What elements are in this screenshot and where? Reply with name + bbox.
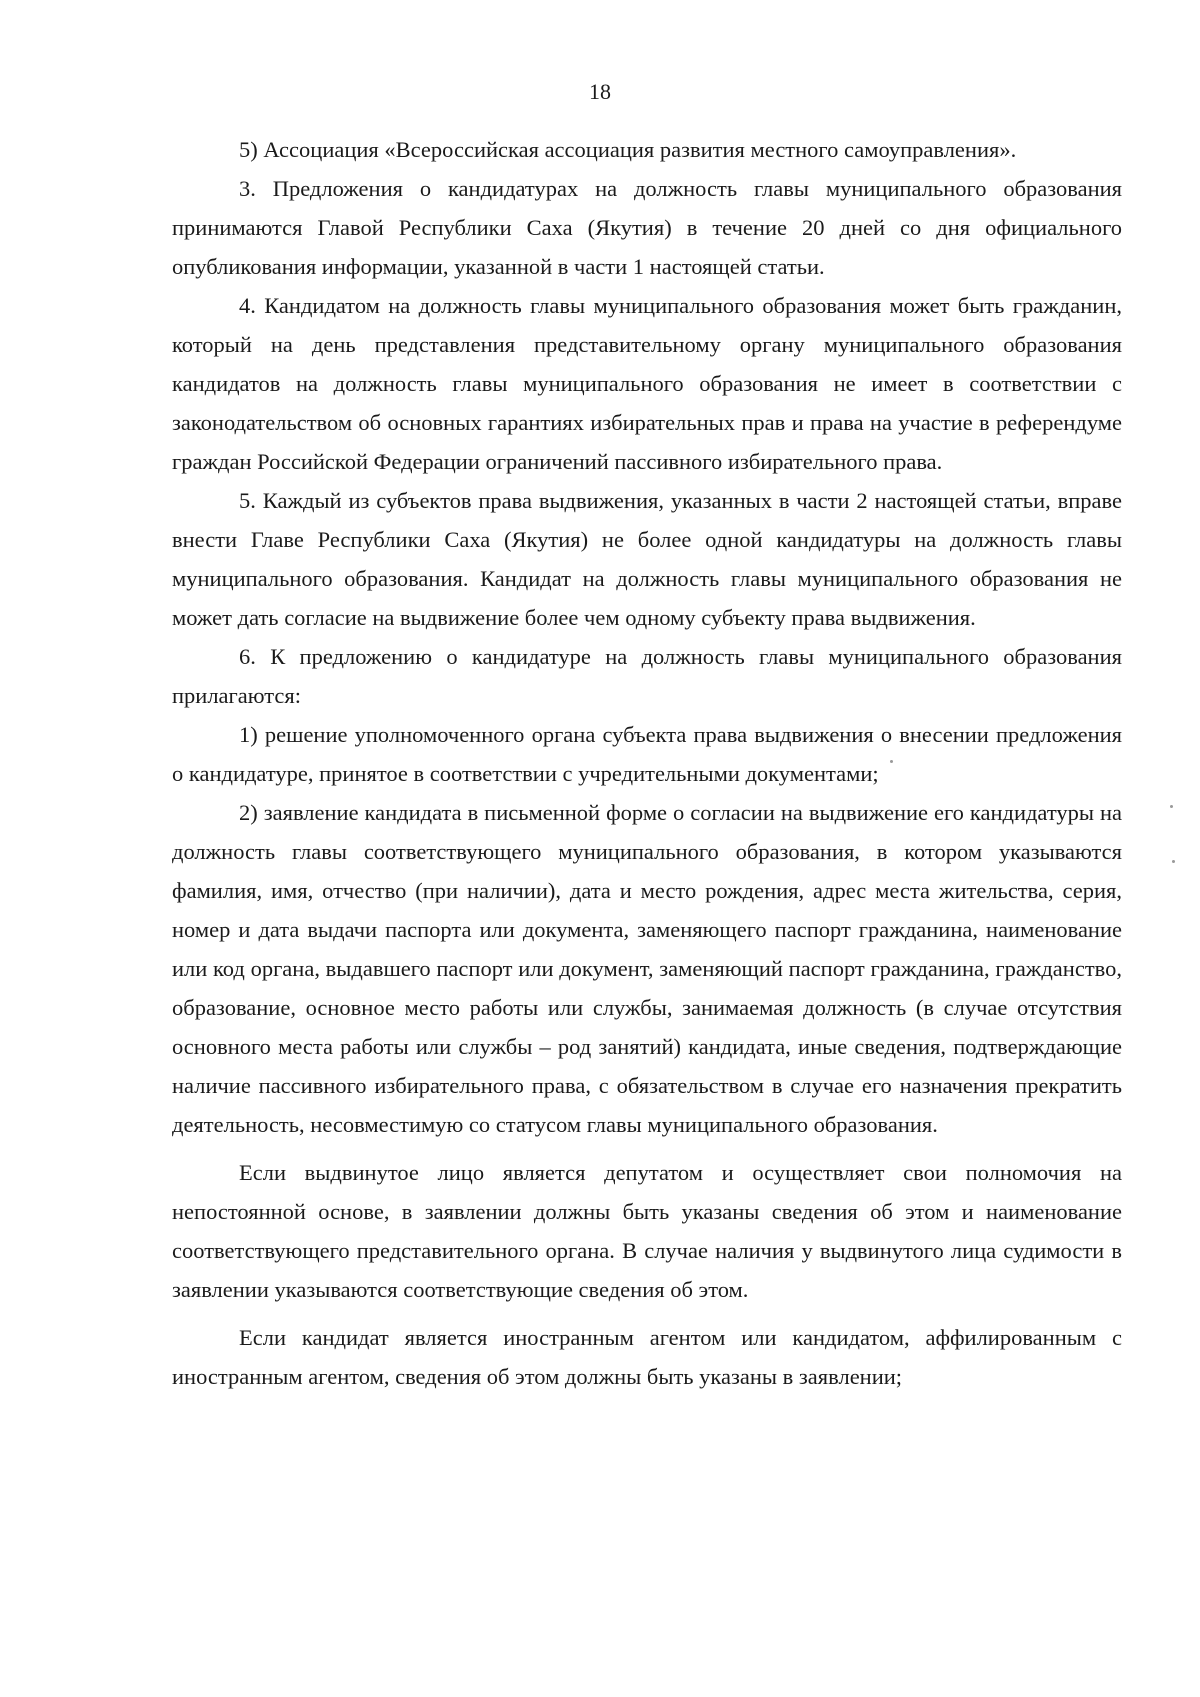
paragraph-clause-6: 6. К предложению о кандидатуре на должность главы муниципального образования прилагаются: [172,644,1122,708]
paragraph-clause-6-item-2: 2) заявление кандидата в письменной форме о согласии на выдвижение его кандидатуры на должность главы соответствующего муниципального образования, в котором указываются фамилия, имя, отчество (при наличии), дата и место рождения, адрес места жительства, серия, номер и дата выдачи паспорта или документа, заменяющего паспорт гражданина, наименование или код органа, выдавшего паспорт или документ, заменяющий паспорт гражданина, гражданство, образование, основное место работы или службы, занимаемая должность (в случае отсутствия основного места работы или службы – род занятий) кандидата, иные сведения, подтверждающие наличие пассивного избирательного права, с обязательством в случае его назначения прекратить деятельность, несовместимую со статусом главы муниципального образования. [172,800,1122,1137]
scan-artifact [1172,860,1175,863]
paragraph-clause-5: 5. Каждый из субъектов права выдвижения, указанных в части 2 настоящей статьи, вправе внести Главе Республики Саха (Якутия) не более одной кандидатуры на должность главы муниципального образования. Кандидат на должность главы муниципального образования не может дать согласие на выдвижение более чем одному субъекту права выдвижения. [172,488,1122,630]
paragraph-foreign-agent-note: Если кандидат является иностранным агентом или кандидатом, аффилированным с иностранным агентом, сведения об этом должны быть указаны в заявлении; [172,1325,1122,1389]
paragraph-clause-4: 4. Кандидатом на должность главы муниципального образования может быть гражданин, который на день представления представительному органу муниципального образования кандидатов на должность главы муниципального образования не имеет в соответствии с законодательством об основных гарантиях избирательных прав и права на участие в референдуме граждан Российской Федерации ограничений пассивного избирательного права. [172,293,1122,474]
paragraph-clause-3: 3. Предложения о кандидатурах на должность главы муниципального образования принимаются Главой Республики Саха (Якутия) в течение 20 дней со дня официального опубликования информации, указанной в части 1 настоящей статьи. [172,176,1122,279]
page-number: 18 [589,79,611,104]
scan-artifact [1170,805,1173,808]
paragraph-clause-6-item-1: 1) решение уполномоченного органа субъекта права выдвижения о внесении предложения о кандидатуре, принятое в соответствии с учредительными документами; [172,722,1122,786]
paragraph-list-item-5-association: 5) Ассоциация «Всероссийская ассоциация развития местного самоуправления». [239,137,1017,162]
paragraph-deputy-note: Если выдвинутое лицо является депутатом и осуществляет свои полномочия на непостоянной основе, в заявлении должны быть указаны сведения об этом и наименование соответствующего представительного органа. В случае наличия у выдвинутого лица судимости в заявлении указываются соответствующие сведения об этом. [172,1160,1122,1302]
document-body [172,130,1122,1396]
scan-artifact [890,760,893,763]
